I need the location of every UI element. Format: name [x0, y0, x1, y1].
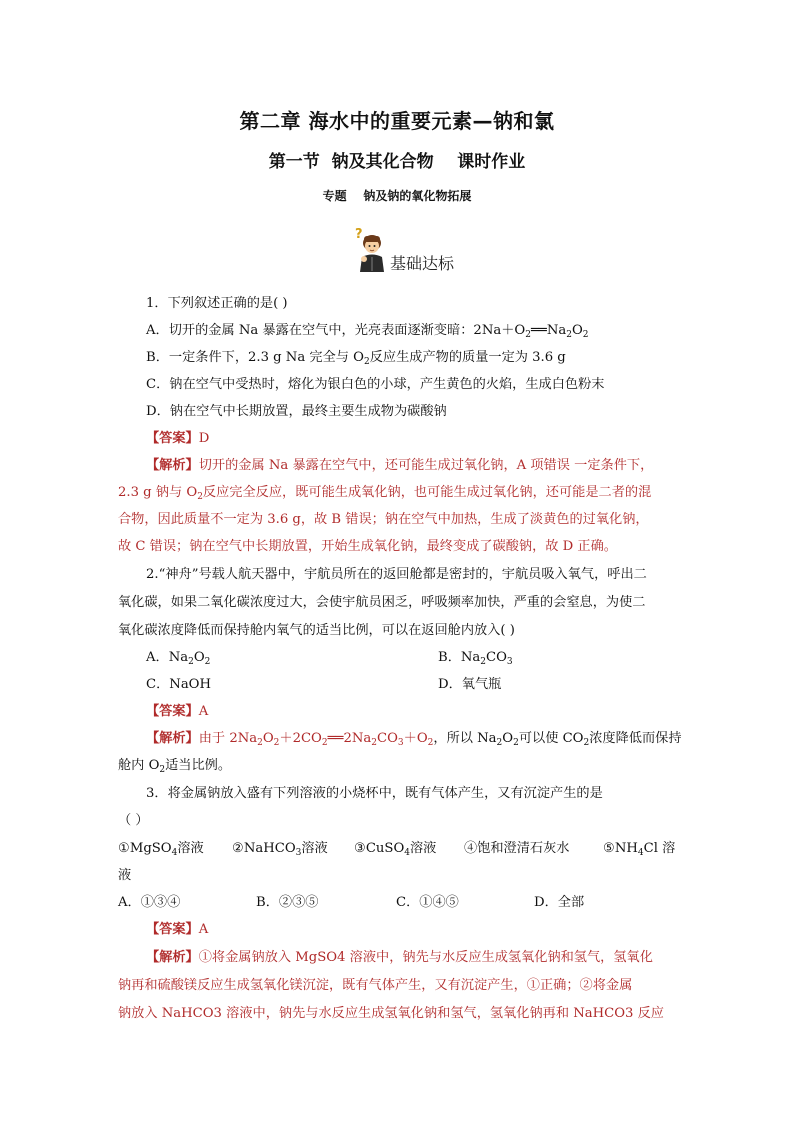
- q1-a-text: O: [571, 323, 583, 338]
- analysis-text: 由于 2Na: [198, 731, 258, 746]
- q1-analysis-line-2: [118, 483, 678, 507]
- q1-b-text: 反应生成产物的质量一定为 3.6 g: [369, 350, 566, 365]
- section-title: 第一节 钠及其化合物 课时作业: [268, 152, 526, 172]
- subscript: 2: [427, 738, 434, 748]
- q2-option-c: C．NaOH: [146, 677, 211, 692]
- item-text: ①MgSO: [118, 841, 172, 856]
- q2-option-a: [146, 650, 210, 665]
- analysis-text: 舱内 O: [118, 758, 160, 773]
- q1-answer: [146, 429, 678, 449]
- answer-value: A: [198, 922, 209, 937]
- q2-stem-line-2: 氧化碳，如果二氧化碳浓度过大，会使宇航员困乏，呼吸频率加快，严重的会窒息，为使二: [118, 595, 646, 610]
- analysis-text: 浓度降低而保持: [589, 731, 682, 746]
- subscript: 3: [397, 738, 404, 748]
- q2-stem-line-3: 氧化碳浓度降低而保持舱内氧气的适当比例，可以在返回舱内放入( ): [118, 623, 515, 638]
- q3-analysis-line-1: [146, 948, 678, 968]
- item-text: Cl 溶: [643, 841, 676, 856]
- subscript: 2: [321, 738, 328, 748]
- q2-option-d: D．氧气瓶: [438, 677, 502, 692]
- subscript: 2: [273, 738, 280, 748]
- answer-tag: 【答案】: [146, 704, 199, 719]
- q1-analysis-line-4: 故 C 错误；钠在空气中长期放置，开始生成氧化钠，最终变成了碳酸钠，故 D 正确。: [118, 539, 617, 554]
- q1-analysis-line-3: 合物，因此质量不一定为 3.6 g，故 B 错误；钠在空气中加热，生成了淡黄色的过氧化钠，: [118, 512, 649, 527]
- svg-text:?: ?: [355, 227, 363, 242]
- subscript: 4: [637, 848, 644, 858]
- subscript: 2: [583, 738, 590, 748]
- analysis-tag: 【解析】: [146, 731, 199, 746]
- q1-option-d: D．钠在空气中长期放置，最终主要生成物为碳酸钠: [146, 404, 447, 419]
- item-text: 溶液: [410, 841, 437, 856]
- q3-item-3: [354, 839, 436, 863]
- analysis-text: ＋2CO: [279, 731, 322, 746]
- answer-value: A: [198, 704, 209, 719]
- q3-option-a: A．①③④: [118, 895, 181, 910]
- q3-answer: [146, 920, 678, 940]
- analysis-text: 切开的金属 Na 暴露在空气中，还可能生成过氧化钠，A 项错误 一定条件下，: [198, 458, 654, 473]
- answer-tag: 【答案】: [146, 922, 199, 937]
- q1-b-text: B．一定条件下，2.3 g Na 完全与 O: [146, 350, 364, 365]
- analysis-text: O: [262, 731, 274, 746]
- chapter-title: 第二章 海水中的重要元素—钠和氯: [239, 109, 555, 133]
- q2-options-row-2: [146, 675, 678, 695]
- subscript: 2: [159, 765, 166, 775]
- analysis-text: ══2Na: [327, 731, 372, 746]
- q3-analysis-line-3: 钠放入 NaHCO3 溶液中，钠先与水反应生成氢氧化钠和氢气，氢氧化钠再和 NaHCO3 反应: [118, 1006, 664, 1021]
- q3-analysis-line-2: 钠再和硫酸镁反应生成氢氧化镁沉淀，既有气体产生，又有沉淀产生，①正确；②将金属: [118, 978, 633, 993]
- q3-stem: 3．将金属钠放入盛有下列溶液的小烧杯中，既有气体产生，又有沉淀产生的是: [146, 786, 603, 801]
- q2-b-text: B．Na: [438, 650, 481, 665]
- subscript: 4: [404, 848, 410, 858]
- q1-option-c: C．钠在空气中受热时，熔化为银白色的小球，产生黄色的火焰，生成白色粉末: [146, 377, 605, 392]
- subscript: 2: [371, 738, 378, 748]
- analysis-text: ①将金属钠放入 MgSO4 溶液中，钠先与水反应生成氢氧化钠和氢气，氢氧化: [198, 950, 653, 965]
- q1-stem: [146, 294, 678, 314]
- q2-a-text: A．Na: [146, 650, 189, 665]
- q1-a-text: A．切开的金属 Na 暴露在空气中，光亮表面逐渐变暗：2Na＋O: [146, 323, 526, 338]
- answer-tag: 【答案】: [146, 431, 199, 446]
- q3-item-1: [118, 839, 204, 863]
- subscript: 2: [257, 738, 263, 748]
- q2-answer: [146, 702, 678, 722]
- analysis-tag: 【解析】: [146, 950, 199, 965]
- q2-options-row-1: [146, 648, 678, 672]
- q1-stem-text: 1．下列叙述正确的是( ): [146, 296, 288, 311]
- analysis-text: 可以使 CO: [518, 731, 584, 746]
- subscript: 2: [566, 330, 572, 340]
- analysis-text: 适当比例。: [165, 758, 232, 773]
- q1-analysis-line-1: [146, 456, 678, 476]
- subscript: 2: [525, 330, 531, 340]
- analysis-text: 2.3 g 钠与 O: [118, 485, 198, 500]
- q2-stem-line-1: 2.“神舟”号载人航天器中，宇航员所在的返回舱都是密封的，宇航员吸入氧气，呼出二: [146, 567, 647, 582]
- subscript: 3: [506, 657, 513, 667]
- thinking-boy-icon: [350, 226, 390, 276]
- q1-a-text: ══Na: [530, 323, 567, 338]
- q2-analysis-line-1: [146, 729, 682, 753]
- q3-item-5: [603, 839, 675, 863]
- subscript: 2: [582, 330, 589, 340]
- subscript: 2: [204, 657, 211, 667]
- q3-option-b: B．②③⑤: [256, 895, 319, 910]
- item-text: ②NaHCO: [232, 841, 296, 856]
- subscript: 2: [480, 657, 487, 667]
- q3-item-2: [232, 839, 328, 863]
- subscript: 2: [197, 492, 203, 502]
- q2-b-text: CO: [486, 650, 507, 665]
- subscript: 3: [295, 848, 302, 858]
- item-text: 溶液: [177, 841, 204, 856]
- analysis-text: 反应完全反应，既可能生成氧化钠，也可能生成过氧化钠，还可能是二者的混: [202, 485, 652, 500]
- q1-option-b: [146, 348, 678, 372]
- topic-title: 专题 钠及钠的氧化物拓展: [322, 189, 472, 203]
- analysis-text: CO: [377, 731, 398, 746]
- subscript: 2: [513, 738, 519, 748]
- q2-a-text: O: [193, 650, 205, 665]
- analysis-text: O: [502, 731, 514, 746]
- answer-value: D: [198, 431, 210, 446]
- subscript: 2: [188, 657, 194, 667]
- item-text: 溶液: [301, 841, 328, 856]
- q3-item-4: ④饱和澄清石灰水: [464, 841, 570, 856]
- item-text: ③CuSO: [354, 841, 405, 856]
- item-text: ⑤NH: [603, 841, 638, 856]
- subscript: 2: [496, 738, 503, 748]
- analysis-text: ＋O: [403, 731, 428, 746]
- analysis-text: ，所以 Na: [433, 731, 497, 746]
- q3-option-d: D．全部: [534, 895, 585, 910]
- subscript: 4: [171, 848, 178, 858]
- q3-item-5-wrap: 液: [118, 868, 132, 883]
- subscript: 2: [363, 357, 370, 367]
- q3-option-c: C．①④⑤: [396, 895, 459, 910]
- badge-label: 基础达标: [390, 254, 455, 273]
- q1-option-a: [146, 321, 678, 345]
- section-badge: [350, 226, 490, 276]
- q2-option-b: [438, 648, 513, 672]
- analysis-tag: 【解析】: [146, 458, 199, 473]
- q2-analysis-line-2: [118, 756, 678, 780]
- q3-paren: （ ）: [118, 813, 149, 828]
